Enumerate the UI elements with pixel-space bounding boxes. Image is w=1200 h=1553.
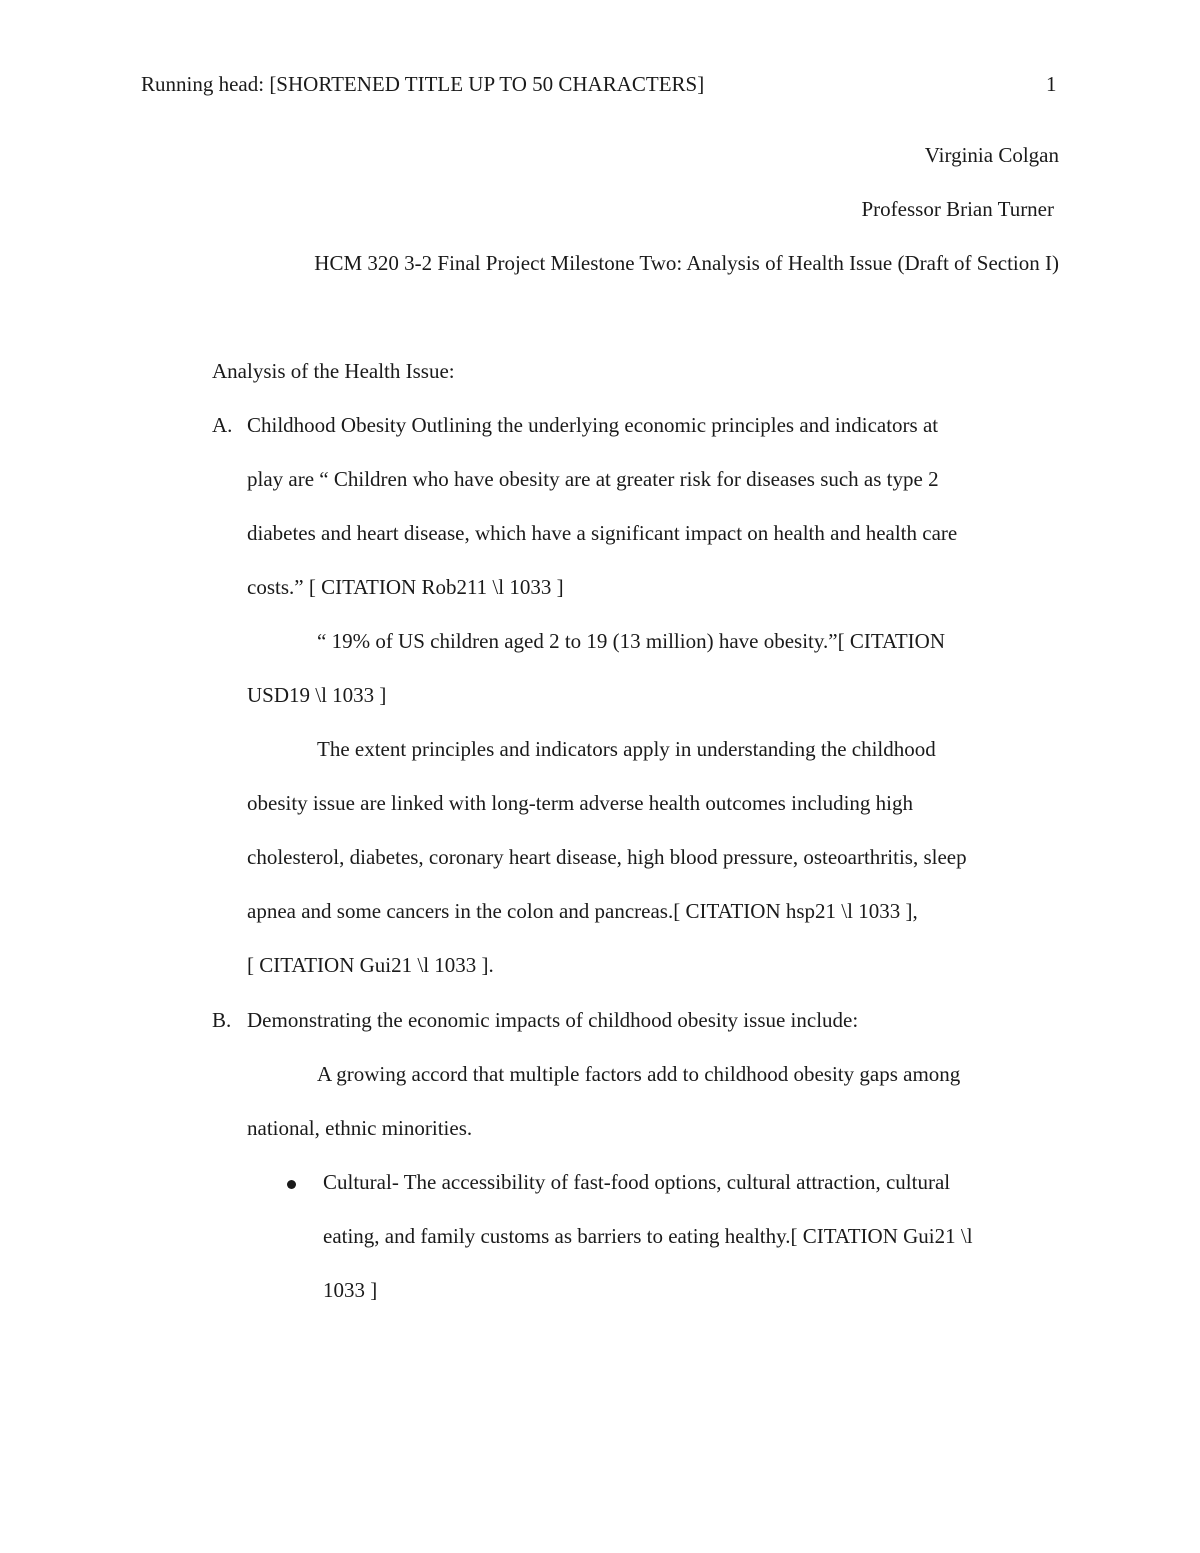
item-a-para3-line: [ CITATION Gui21 \l 1033 ]. — [247, 953, 494, 977]
bullet-item-line: eating, and family customs as barriers to eating healthy.[ CITATION Gui21 \l — [323, 1224, 973, 1248]
course-title: HCM 320 3-2 Final Project Milestone Two: Analysis of Health Issue (Draft of Section I) — [314, 251, 1059, 275]
item-b-para2-line: national, ethnic minorities. — [247, 1116, 473, 1140]
item-b-line: Demonstrating the economic impacts of childhood obesity issue include: — [247, 1008, 859, 1032]
item-a-para2-line: USD19 \l 1033 ] — [247, 683, 387, 707]
running-head: Running head: [SHORTENED TITLE UP TO 50 CHARACTERS] — [141, 72, 705, 96]
item-b-para2-line: A growing accord that multiple factors add to childhood obesity gaps among — [317, 1062, 961, 1086]
item-a-para3-line: obesity issue are linked with long-term adverse health outcomes including high — [247, 791, 914, 815]
professor-name: Professor Brian Turner — [861, 197, 1054, 221]
item-a-line: diabetes and heart disease, which have a significant impact on health and health care — [247, 521, 958, 545]
item-a-para3-line: cholesterol, diabetes, coronary heart disease, high blood pressure, osteoarthritis, sleep — [247, 845, 967, 869]
item-a-line: costs.” [ CITATION Rob211 \l 1033 ] — [247, 575, 564, 599]
item-a-line: Childhood Obesity Outlining the underlying economic principles and indicators at — [247, 413, 939, 437]
list-marker-b: B. — [212, 1008, 232, 1032]
section-heading: Analysis of the Health Issue: — [212, 359, 455, 383]
item-a-para3-line: apnea and some cancers in the colon and pancreas.[ CITATION hsp21 \l 1033 ], — [247, 899, 918, 923]
page-number: 1 — [1046, 72, 1057, 96]
bullet-item-line: Cultural- The accessibility of fast-food options, cultural attraction, cultural — [323, 1170, 951, 1194]
bullet-item-line: 1033 ] — [323, 1278, 378, 1302]
author-name: Virginia Colgan — [924, 143, 1059, 167]
list-marker-a: A. — [212, 413, 233, 437]
item-a-para2-line: “ 19% of US children aged 2 to 19 (13 million) have obesity.”[ CITATION — [317, 629, 945, 653]
bullet-dot-icon — [287, 1180, 296, 1189]
item-a-para3-line: The extent principles and indicators apply in understanding the childhood — [317, 737, 936, 761]
item-a-line: play are “ Children who have obesity are at greater risk for diseases such as type 2 — [247, 467, 939, 491]
